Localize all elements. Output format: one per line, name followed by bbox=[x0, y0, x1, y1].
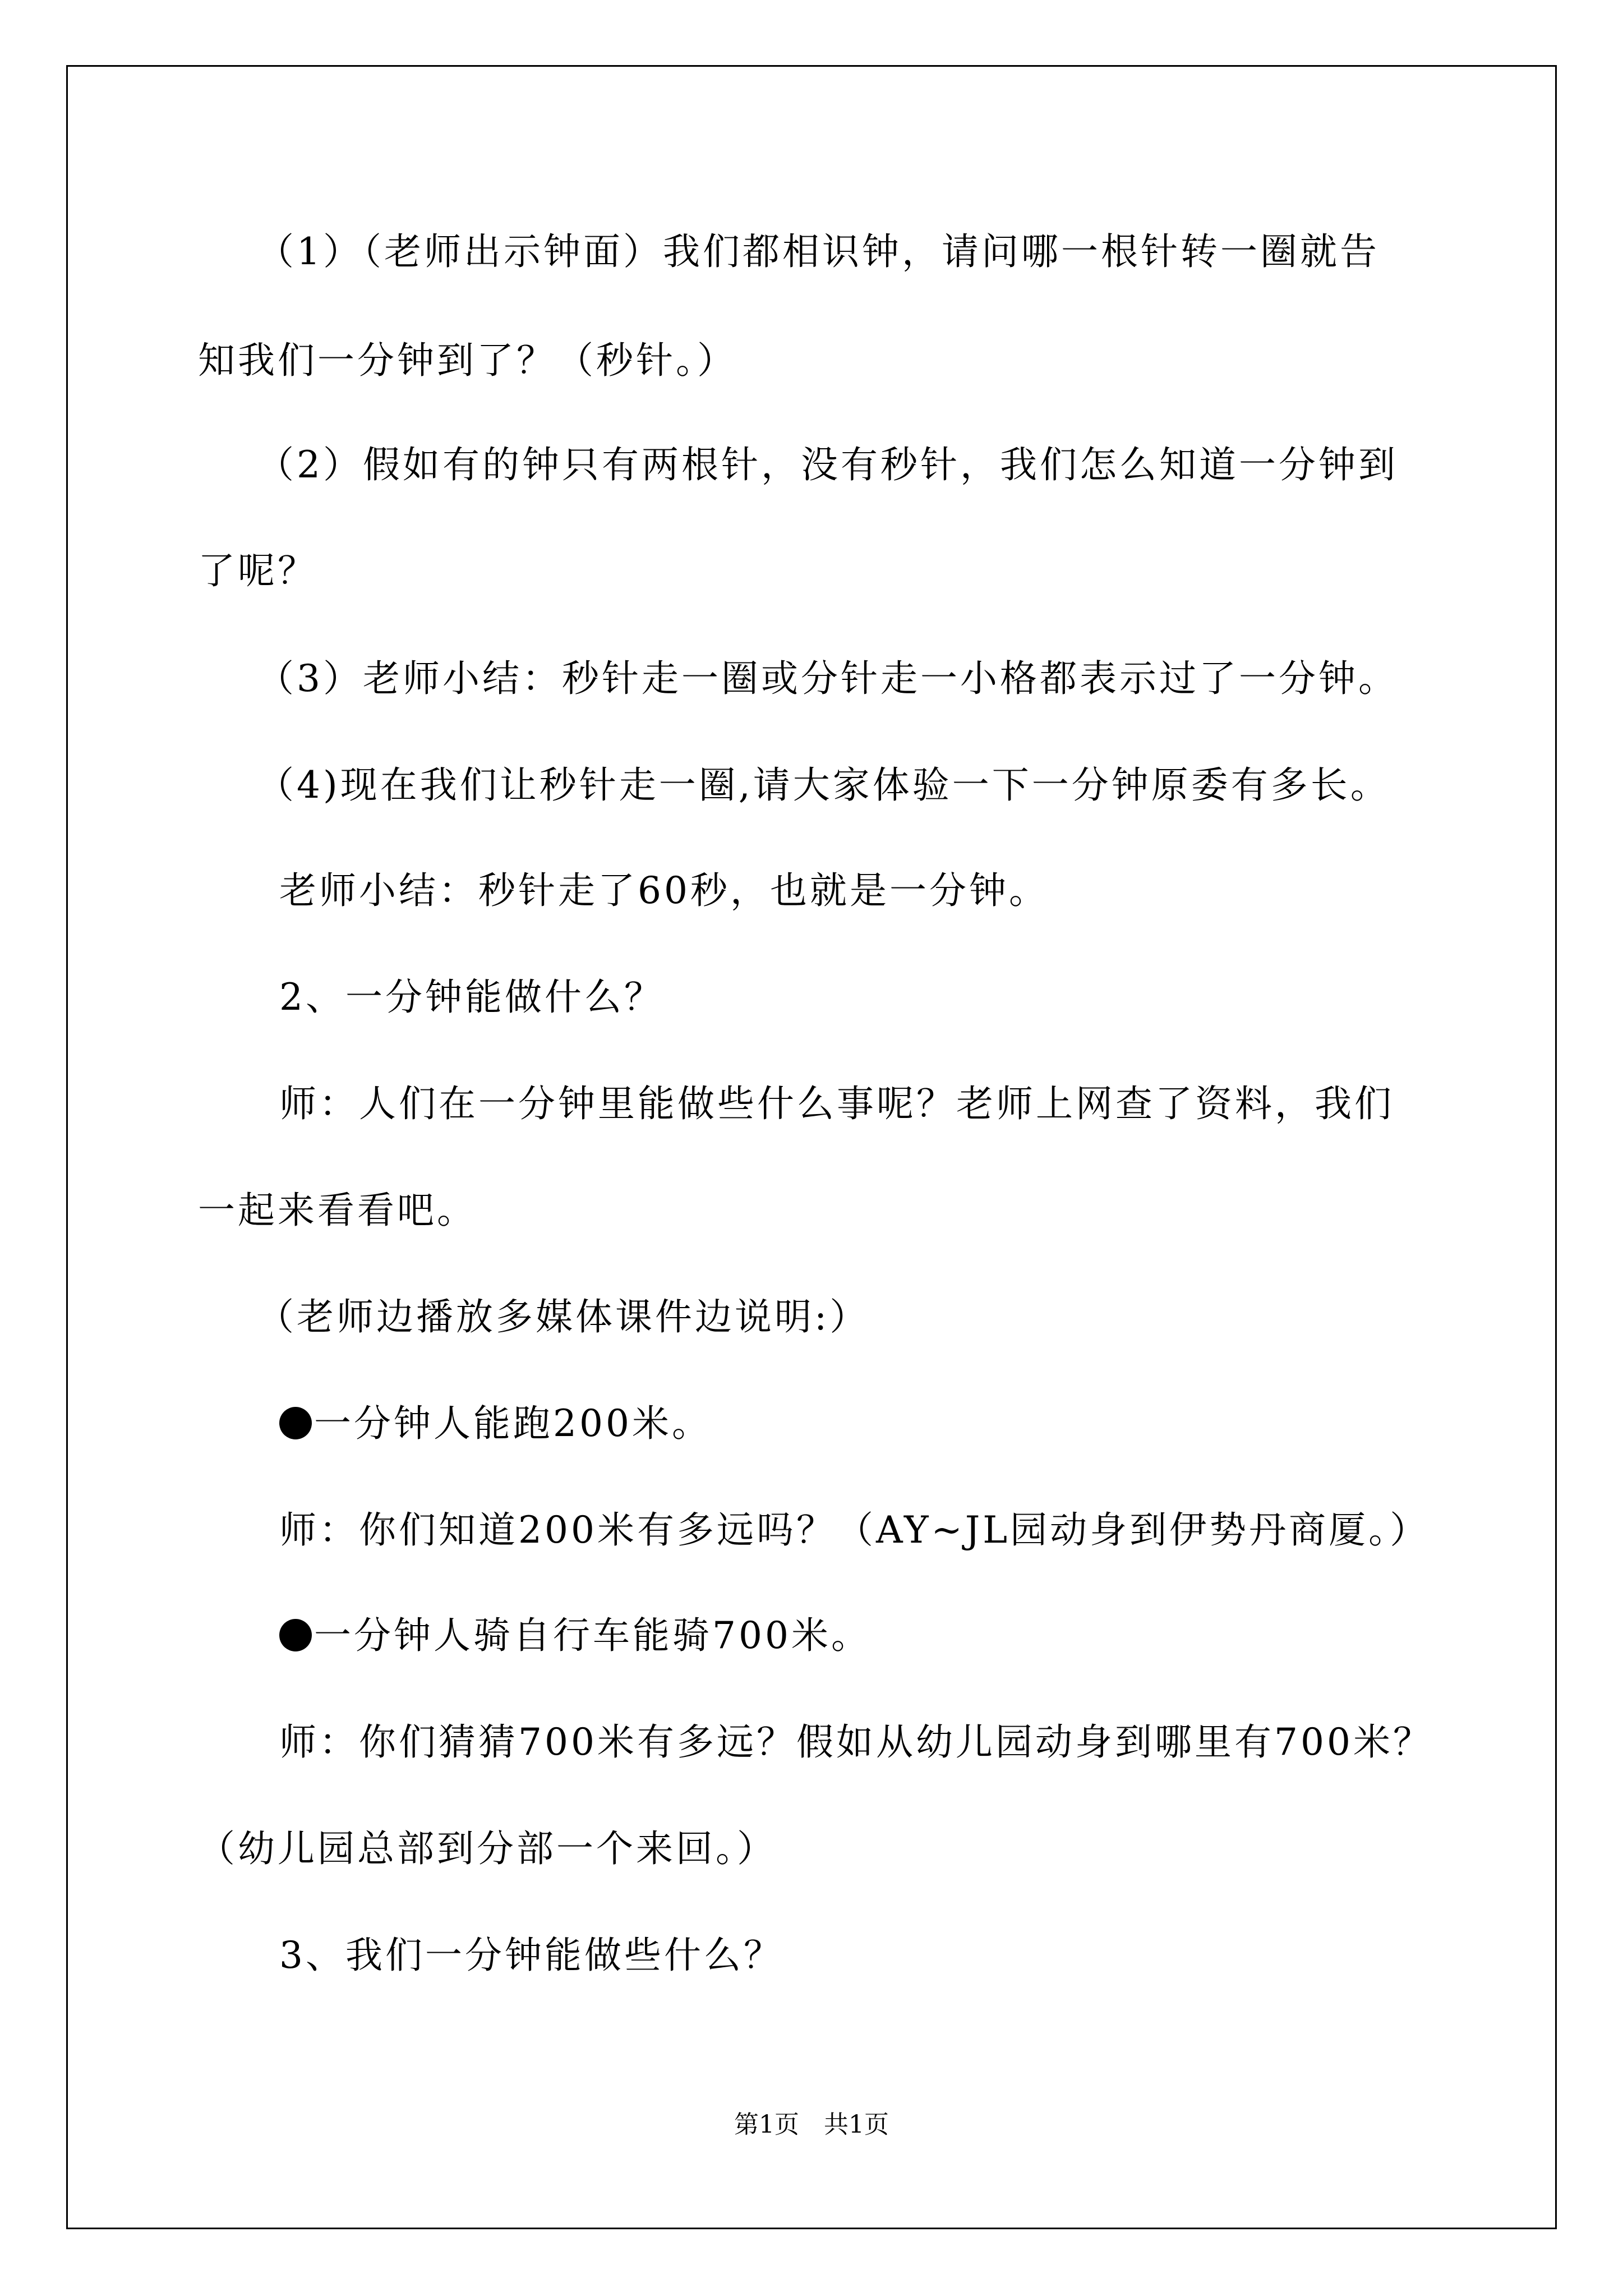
paragraph-line: （3）老师小结：秒针走一圈或分针走一小格都表示过了一分钟。 bbox=[257, 657, 1398, 700]
paragraph-line: 了呢？ bbox=[198, 549, 317, 592]
paragraph-line: （1）（老师出示钟面）我们都相识钟，请问哪一根针转一圈就告 bbox=[257, 230, 1380, 273]
paragraph-line: （2）假如有的钟只有两根针，没有秒针，我们怎么知道一分钟到 bbox=[257, 443, 1398, 486]
bullet-item bbox=[279, 1613, 871, 1658]
paragraph-line: 老师小结：秒针走了60秒，也就是一分钟。 bbox=[279, 869, 1049, 912]
page-border bbox=[66, 65, 1557, 2229]
bullet-item bbox=[279, 1401, 712, 1446]
paragraph-line: （4)现在我们让秒针走一圈,请大家体验一下一分钟原委有多长。 bbox=[257, 763, 1390, 807]
section-heading: 2、一分钟能做什么？ bbox=[279, 976, 664, 1019]
paragraph-line: 师：你们知道200米有多远吗？（AY~JL园动身到伊势丹商厦。） bbox=[279, 1508, 1430, 1552]
black-filled-circle-icon bbox=[279, 1407, 312, 1439]
paragraph-line: 师：你们猜猜700米有多远？假如从幼儿园动身到哪里有700米？ bbox=[279, 1720, 1433, 1764]
paragraph-line: 师：人们在一分钟里能做些什么事呢？老师上网查了资料，我们 bbox=[279, 1082, 1394, 1125]
page-footer bbox=[0, 2108, 1623, 2142]
section-heading: 3、我们一分钟能做些什么？ bbox=[279, 1934, 783, 1977]
bullet-item-text: 一分钟人能跑200米。 bbox=[314, 1402, 712, 1445]
black-filled-circle-icon bbox=[279, 1619, 312, 1651]
bullet-item-text: 一分钟人骑自行车能骑700米。 bbox=[314, 1614, 871, 1657]
page-number-total: 共1页 bbox=[824, 2110, 889, 2139]
paragraph-line: 知我们一分钟到了？（秒针。） bbox=[198, 339, 737, 382]
paragraph-line: （幼儿园总部到分部一个来回。） bbox=[198, 1827, 777, 1870]
paragraph-line: 一起来看看吧。 bbox=[198, 1189, 477, 1232]
page-number-current: 第1页 bbox=[734, 2110, 799, 2139]
paragraph-line: （老师边播放多媒体课件边说明:） bbox=[257, 1295, 870, 1338]
